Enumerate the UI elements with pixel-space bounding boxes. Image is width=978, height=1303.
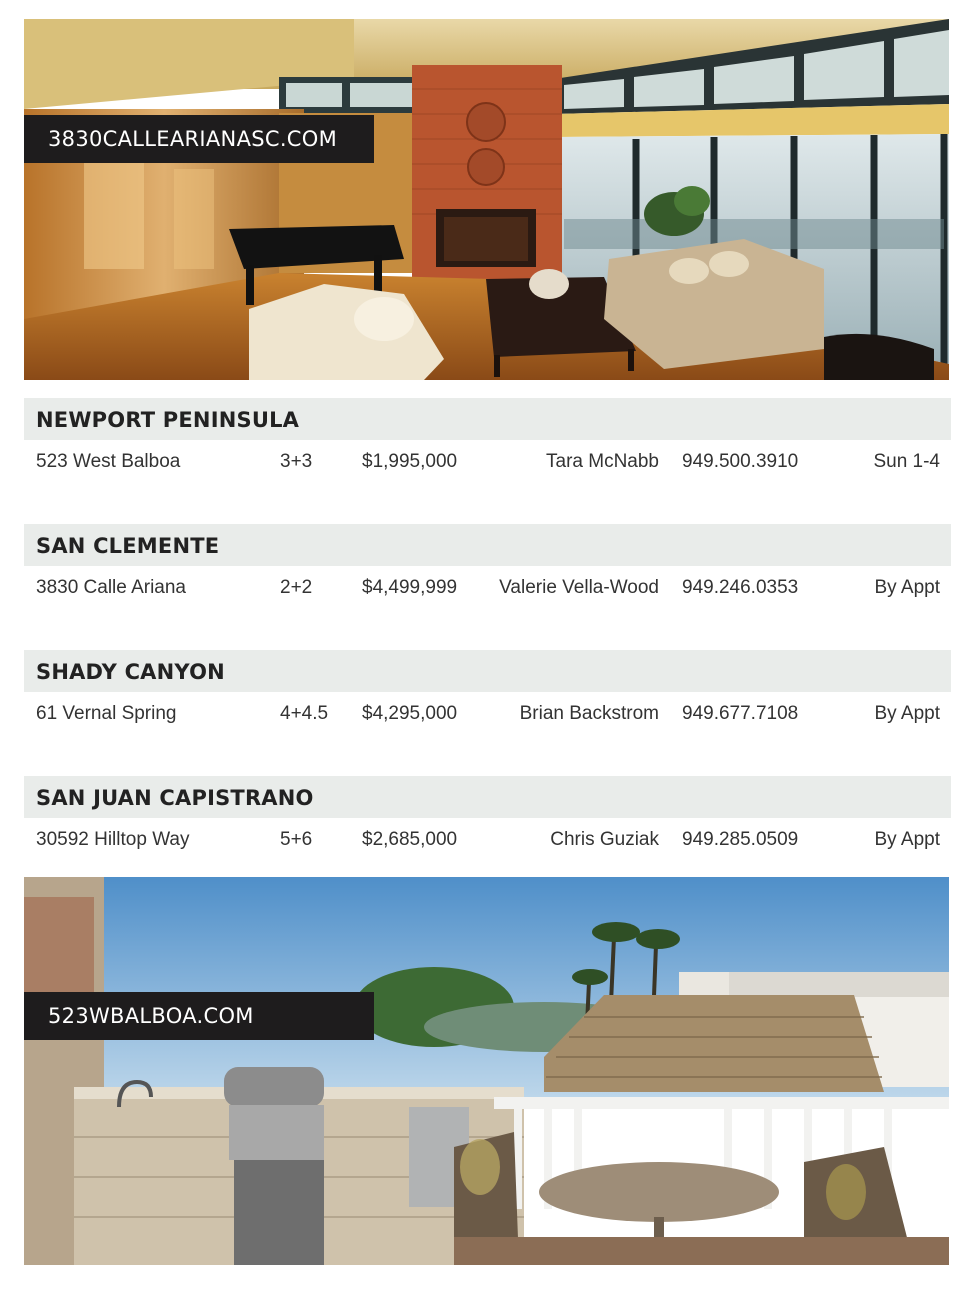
listing-agent: Valerie Vella-Wood bbox=[499, 577, 659, 598]
listing-address: 3830 Calle Ariana bbox=[36, 577, 186, 598]
listing-san-juan-capistrano bbox=[24, 776, 951, 858]
listing-price: $4,295,000 bbox=[362, 703, 458, 724]
listing-price: $4,499,999 bbox=[362, 577, 458, 598]
listing-row bbox=[24, 566, 951, 606]
listing-beds-baths: 4+4.5 bbox=[280, 703, 329, 724]
listing-phone: 949.677.7108 bbox=[682, 703, 799, 724]
listing-san-clemente bbox=[24, 524, 951, 606]
listing-beds-baths: 3+3 bbox=[280, 451, 313, 472]
area-heading: NEWPORT PENINSULA bbox=[24, 398, 951, 440]
listing-hours: Sun 1-4 bbox=[873, 451, 940, 472]
listing-price: $2,685,000 bbox=[362, 829, 458, 850]
area-heading: SAN JUAN CAPISTRANO bbox=[24, 776, 951, 818]
area-heading: SAN CLEMENTE bbox=[24, 524, 951, 566]
rooftop-deck-photo bbox=[24, 877, 949, 1265]
listing-address: 61 Vernal Spring bbox=[36, 703, 177, 724]
listing-hours: By Appt bbox=[874, 829, 940, 850]
listing-address: 523 West Balboa bbox=[36, 451, 181, 472]
listing-beds-baths: 5+6 bbox=[280, 829, 313, 850]
listing-row bbox=[24, 692, 951, 732]
listing-price: $1,995,000 bbox=[362, 451, 458, 472]
area-heading: SHADY CANYON bbox=[24, 650, 951, 692]
listing-phone: 949.500.3910 bbox=[682, 451, 799, 472]
listing-hours: By Appt bbox=[874, 703, 940, 724]
listing-agent: Chris Guziak bbox=[550, 829, 659, 850]
listing-beds-baths: 2+2 bbox=[280, 577, 313, 598]
living-room-illustration bbox=[24, 19, 949, 380]
listing-phone: 949.246.0353 bbox=[682, 577, 799, 598]
listing-row bbox=[24, 440, 951, 480]
rooftop-deck-illustration bbox=[24, 877, 949, 1265]
property-url-banner[interactable]: 523WBALBOA.COM bbox=[24, 992, 374, 1040]
listing-shady-canyon bbox=[24, 650, 951, 732]
listing-address: 30592 Hilltop Way bbox=[36, 829, 190, 850]
listing-phone: 949.285.0509 bbox=[682, 829, 799, 850]
listing-agent: Brian Backstrom bbox=[519, 703, 659, 724]
listing-hours: By Appt bbox=[874, 577, 940, 598]
listing-row bbox=[24, 818, 951, 858]
living-room-photo bbox=[24, 19, 949, 380]
listing-agent: Tara McNabb bbox=[546, 451, 659, 472]
listing-newport-peninsula bbox=[24, 398, 951, 480]
property-url-banner[interactable]: 3830CALLEARIANASC.COM bbox=[24, 115, 374, 163]
